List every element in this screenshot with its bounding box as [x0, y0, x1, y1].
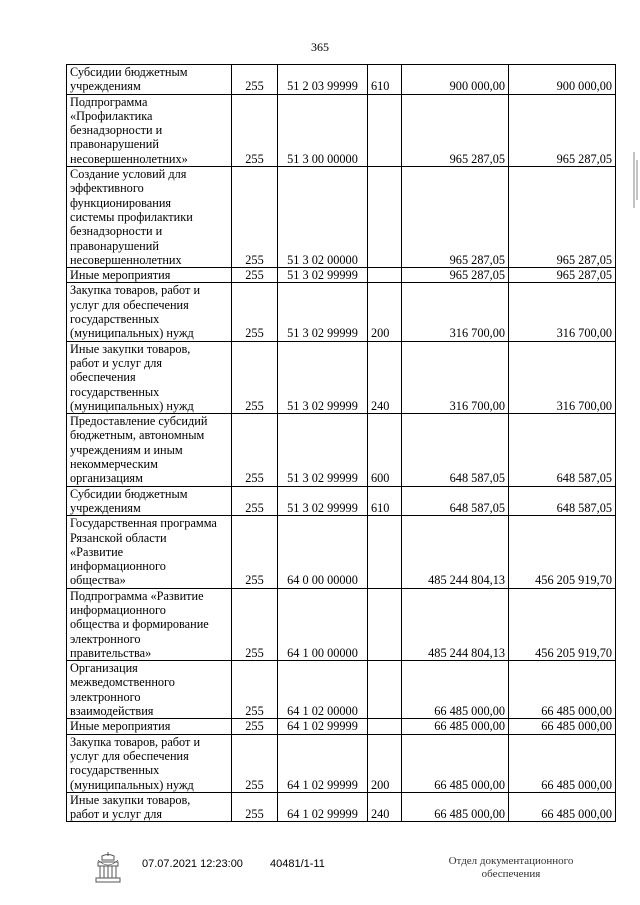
footer-datetime: 07.07.2021 12:23:00 [142, 858, 243, 870]
table-row [67, 268, 616, 283]
row-sum-year2-cell [509, 661, 616, 719]
table-row [67, 792, 616, 822]
row-expense-type-cell [368, 792, 402, 822]
row-target-article-cell [278, 516, 368, 588]
row-target-article-text: 64 1 02 99999 [287, 719, 358, 734]
row-sum-year2-cell [509, 341, 616, 413]
row-target-article-cell [278, 486, 368, 516]
row-code-cell [232, 516, 278, 588]
row-name-cell [67, 792, 232, 822]
row-sum-year1-cell [402, 94, 509, 166]
row-name-cell [67, 486, 232, 516]
row-sum-year1-text: 66 485 000,00 [434, 719, 505, 734]
row-expense-type-text: 240 [371, 398, 390, 413]
row-name-cell [67, 414, 232, 486]
row-code-cell [232, 65, 278, 95]
row-sum-year1-cell [402, 719, 509, 734]
row-name-text: Иные мероприятия [70, 268, 171, 283]
row-code-cell [232, 268, 278, 283]
coat-of-arms-icon [92, 850, 124, 884]
row-expense-type-cell [368, 734, 402, 792]
row-expense-type-text: 600 [371, 471, 390, 486]
row-name-text: Предоставление субсидий бюджетным, автономным учреждениям и иным некоммерческим организациям [70, 414, 208, 486]
row-sum-year1-cell [402, 486, 509, 516]
row-expense-type-text: 610 [371, 79, 390, 94]
table-row [67, 588, 616, 660]
table-row [67, 516, 616, 588]
budget-table-body [67, 65, 616, 822]
table-row [67, 167, 616, 268]
row-sum-year1-cell [402, 661, 509, 719]
row-expense-type-cell [368, 283, 402, 341]
row-expense-type-text: 200 [371, 326, 390, 341]
row-expense-type-cell [368, 65, 402, 95]
row-code-text: 255 [245, 573, 264, 588]
row-sum-year1-cell [402, 65, 509, 95]
row-sum-year1-cell [402, 588, 509, 660]
scan-edge-mark [632, 150, 640, 210]
row-sum-year1-text: 66 485 000,00 [434, 807, 505, 822]
row-sum-year1-text: 648 587,05 [449, 500, 505, 515]
row-sum-year1-text: 965 287,05 [449, 252, 505, 267]
row-target-article-cell [278, 588, 368, 660]
row-target-article-cell [278, 792, 368, 822]
row-expense-type-cell [368, 661, 402, 719]
row-name-text: Подпрограмма «Развитие информационного общества и формирование электронного правительства» [70, 588, 209, 660]
row-target-article-text: 64 1 00 00000 [287, 645, 358, 660]
row-name-text: Иные мероприятия [70, 719, 171, 734]
row-name-cell [67, 734, 232, 792]
row-sum-year2-text: 66 485 000,00 [541, 719, 612, 734]
row-sum-year2-cell [509, 268, 616, 283]
footer-department-stamp: Отдел документационного обеспечения [448, 855, 574, 880]
row-target-article-cell [278, 283, 368, 341]
row-sum-year2-text: 456 205 919,70 [535, 573, 612, 588]
row-code-text: 255 [245, 268, 264, 283]
row-sum-year2-text: 316 700,00 [556, 398, 612, 413]
row-target-article-cell [278, 414, 368, 486]
row-expense-type-cell [368, 268, 402, 283]
row-code-cell [232, 167, 278, 268]
row-sum-year1-cell [402, 414, 509, 486]
row-sum-year1-text: 66 485 000,00 [434, 704, 505, 719]
row-target-article-text: 51 3 00 00000 [287, 151, 358, 166]
row-target-article-text: 51 3 02 99999 [287, 471, 358, 486]
row-expense-type-cell [368, 341, 402, 413]
row-sum-year2-cell [509, 283, 616, 341]
row-expense-type-cell [368, 588, 402, 660]
row-sum-year2-text: 648 587,05 [556, 500, 612, 515]
row-name-cell [67, 65, 232, 95]
row-code-text: 255 [245, 398, 264, 413]
row-sum-year1-cell [402, 792, 509, 822]
page-number: 365 [311, 40, 329, 54]
row-target-article-cell [278, 661, 368, 719]
row-sum-year2-cell [509, 486, 616, 516]
row-name-cell [67, 516, 232, 588]
row-sum-year1-cell [402, 167, 509, 268]
footer-document-number: 40481/1-11 [270, 858, 325, 870]
row-code-text: 255 [245, 645, 264, 660]
row-code-text: 255 [245, 151, 264, 166]
row-name-text: Субсидии бюджетным учреждениям [70, 65, 188, 94]
row-sum-year2-cell [509, 792, 616, 822]
table-row [67, 341, 616, 413]
row-sum-year1-text: 900 000,00 [449, 79, 505, 94]
row-target-article-text: 64 0 00 00000 [287, 573, 358, 588]
row-sum-year1-text: 648 587,05 [449, 471, 505, 486]
row-sum-year1-text: 485 244 804,13 [428, 573, 505, 588]
row-target-article-cell [278, 734, 368, 792]
row-sum-year1-cell [402, 283, 509, 341]
row-target-article-text: 64 1 02 99999 [287, 807, 358, 822]
row-sum-year2-text: 66 485 000,00 [541, 807, 612, 822]
row-name-text: Иные закупки товаров, работ и услуг для [70, 792, 191, 822]
table-row [67, 414, 616, 486]
row-sum-year1-text: 965 287,05 [449, 268, 505, 283]
row-name-cell [67, 341, 232, 413]
row-expense-type-cell [368, 414, 402, 486]
table-row [67, 734, 616, 792]
row-sum-year1-cell [402, 268, 509, 283]
row-sum-year2-cell [509, 65, 616, 95]
row-code-text: 255 [245, 471, 264, 486]
row-sum-year2-text: 900 000,00 [556, 79, 612, 94]
row-code-cell [232, 94, 278, 166]
row-target-article-text: 51 3 02 99999 [287, 500, 358, 515]
row-code-text: 255 [245, 777, 264, 792]
row-target-article-cell [278, 94, 368, 166]
row-sum-year2-text: 456 205 919,70 [535, 645, 612, 660]
table-row [67, 719, 616, 734]
row-code-text: 255 [245, 704, 264, 719]
row-sum-year2-cell [509, 719, 616, 734]
row-code-cell [232, 341, 278, 413]
row-code-cell [232, 734, 278, 792]
row-name-text: Закупка товаров, работ и услуг для обеспечения государственных (муниципальных) нужд [70, 283, 201, 341]
row-target-article-text: 64 1 02 00000 [287, 704, 358, 719]
row-sum-year1-text: 316 700,00 [449, 398, 505, 413]
row-code-text: 255 [245, 719, 264, 734]
row-name-text: Закупка товаров, работ и услуг для обеспечения государственных (муниципальных) нужд [70, 734, 201, 792]
row-target-article-text: 51 3 02 00000 [287, 252, 358, 267]
row-target-article-cell [278, 341, 368, 413]
table-row [67, 661, 616, 719]
row-name-text: Организация межведомственного электронного взаимодействия [70, 661, 175, 719]
row-sum-year2-text: 965 287,05 [556, 268, 612, 283]
row-expense-type-cell [368, 719, 402, 734]
row-target-article-cell [278, 167, 368, 268]
table-row [67, 65, 616, 95]
table-row [67, 94, 616, 166]
row-sum-year2-cell [509, 94, 616, 166]
budget-table [66, 64, 616, 822]
row-code-cell [232, 719, 278, 734]
row-target-article-text: 51 2 03 99999 [287, 79, 358, 94]
row-expense-type-text: 200 [371, 777, 390, 792]
row-sum-year1-text: 316 700,00 [449, 326, 505, 341]
row-code-cell [232, 588, 278, 660]
row-sum-year2-text: 648 587,05 [556, 471, 612, 486]
row-name-text: Субсидии бюджетным учреждениям [70, 486, 188, 515]
row-code-text: 255 [245, 807, 264, 822]
row-sum-year2-cell [509, 167, 616, 268]
row-name-cell [67, 661, 232, 719]
table-row [67, 283, 616, 341]
row-sum-year1-cell [402, 516, 509, 588]
row-sum-year2-text: 965 287,05 [556, 252, 612, 267]
row-name-text: Государственная программа Рязанской области «Развитие информационного общества» [70, 516, 217, 588]
row-target-article-text: 51 3 02 99999 [287, 398, 358, 413]
row-code-text: 255 [245, 79, 264, 94]
row-expense-type-text: 240 [371, 807, 390, 822]
row-sum-year1-cell [402, 734, 509, 792]
row-sum-year2-cell [509, 414, 616, 486]
row-sum-year2-text: 66 485 000,00 [541, 704, 612, 719]
row-sum-year1-cell [402, 341, 509, 413]
row-name-cell [67, 719, 232, 734]
row-code-text: 255 [245, 326, 264, 341]
row-sum-year1-text: 965 287,05 [449, 151, 505, 166]
row-sum-year2-text: 965 287,05 [556, 151, 612, 166]
row-sum-year1-text: 485 244 804,13 [428, 645, 505, 660]
row-target-article-text: 51 3 02 99999 [287, 326, 358, 341]
row-target-article-cell [278, 719, 368, 734]
row-target-article-text: 51 3 02 99999 [287, 268, 358, 283]
row-sum-year2-cell [509, 516, 616, 588]
row-code-text: 255 [245, 500, 264, 515]
row-expense-type-text: 610 [371, 500, 390, 515]
table-row [67, 486, 616, 516]
row-name-cell [67, 268, 232, 283]
row-name-text: Создание условий для эффективного функционирования системы профилактики безнадзорности и правонарушений несовершеннолетних [70, 167, 193, 267]
row-name-cell [67, 588, 232, 660]
row-name-text: Иные закупки товаров, работ и услуг для обеспечения государственных (муниципальных) нужд [70, 341, 194, 413]
row-target-article-cell [278, 268, 368, 283]
row-code-cell [232, 414, 278, 486]
row-expense-type-cell [368, 516, 402, 588]
row-sum-year2-cell [509, 588, 616, 660]
row-sum-year1-text: 66 485 000,00 [434, 777, 505, 792]
row-name-cell [67, 283, 232, 341]
row-expense-type-cell [368, 167, 402, 268]
row-expense-type-cell [368, 94, 402, 166]
row-sum-year2-cell [509, 734, 616, 792]
row-code-text: 255 [245, 252, 264, 267]
row-expense-type-cell [368, 486, 402, 516]
row-code-cell [232, 283, 278, 341]
row-name-text: Подпрограмма «Профилактика безнадзорности и правонарушений несовершеннолетних» [70, 94, 188, 166]
row-target-article-text: 64 1 02 99999 [287, 777, 358, 792]
row-code-cell [232, 792, 278, 822]
row-name-cell [67, 167, 232, 268]
row-sum-year2-text: 316 700,00 [556, 326, 612, 341]
row-sum-year2-text: 66 485 000,00 [541, 777, 612, 792]
row-code-cell [232, 661, 278, 719]
row-name-cell [67, 94, 232, 166]
row-code-cell [232, 486, 278, 516]
row-target-article-cell [278, 65, 368, 95]
